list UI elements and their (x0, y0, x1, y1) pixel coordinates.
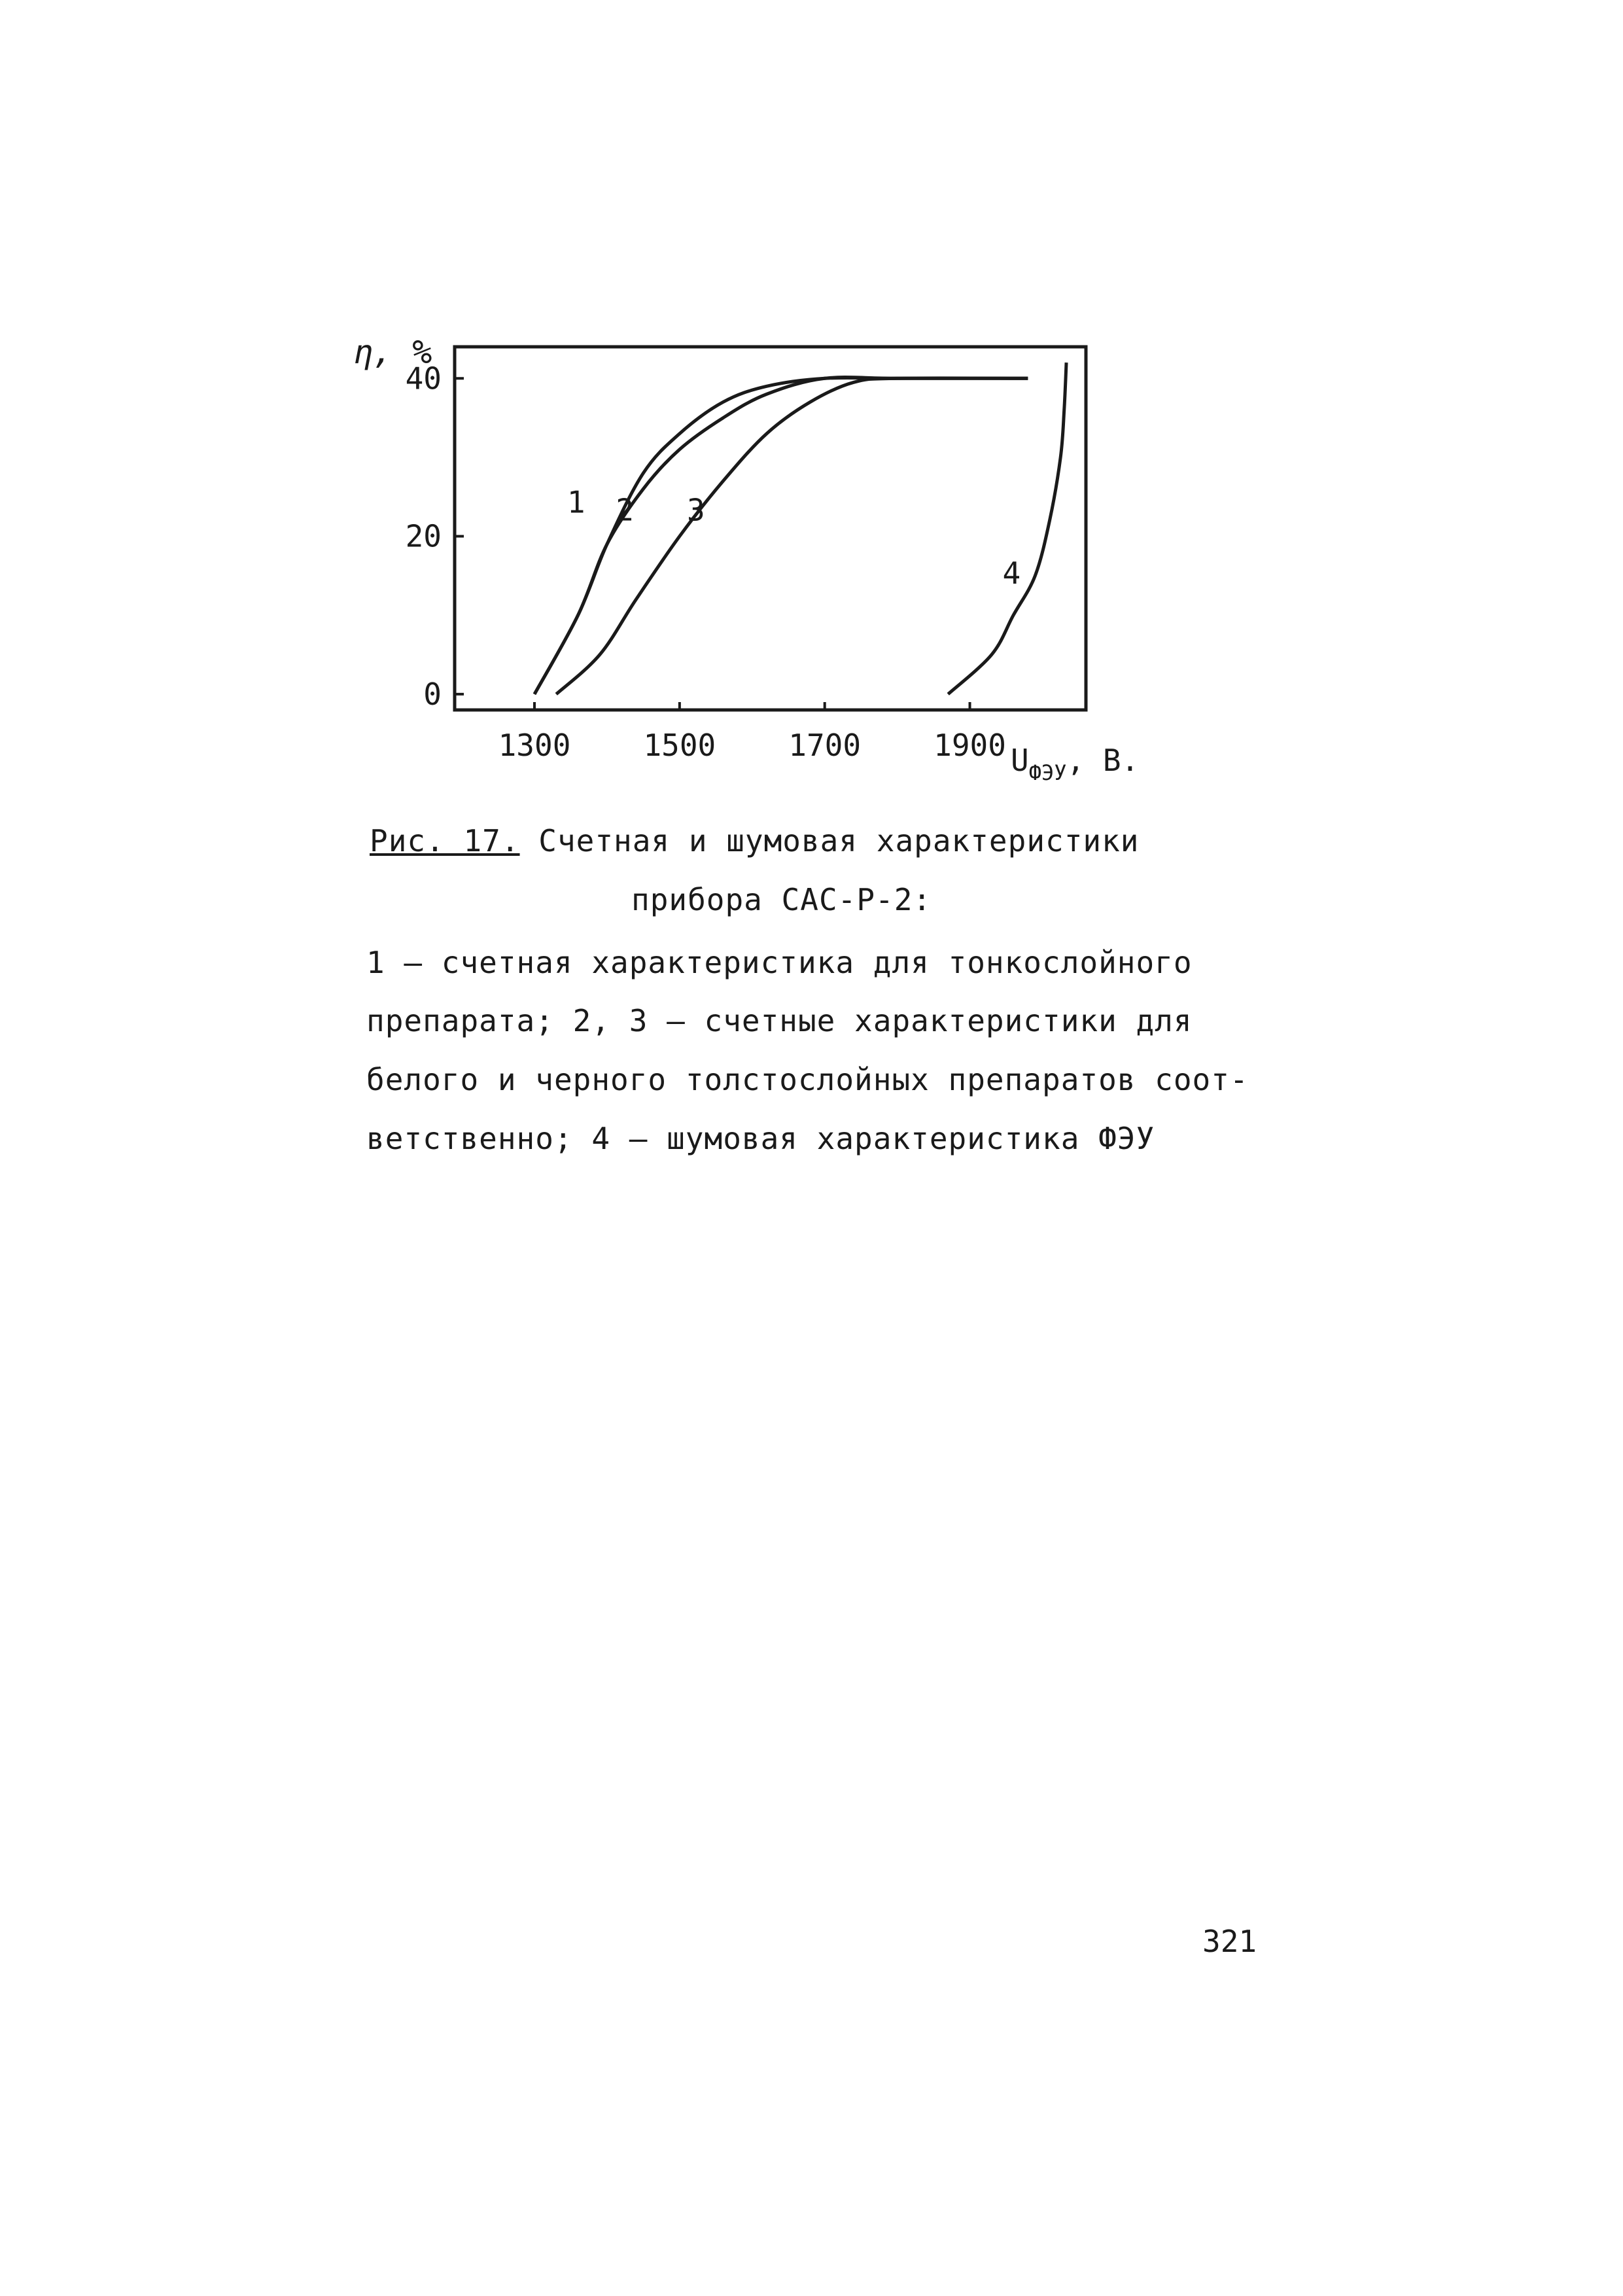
y-tick-label-40: 40 (405, 361, 442, 397)
chart (0, 0, 1623, 851)
x-tick-label-1900: 1900 (934, 728, 1006, 763)
y-axis-label: η, % (353, 333, 432, 371)
series-label-1: 1 (567, 484, 585, 520)
x-axis-label-unit: , В. (1066, 743, 1140, 778)
x-tick-label-1300: 1300 (498, 728, 571, 763)
figure-title-line-1: Счетная и шумовая характеристики (538, 823, 1140, 858)
series-line-4 (948, 362, 1066, 694)
series-line-3 (556, 378, 1028, 694)
x-tick-label-1700: 1700 (788, 728, 862, 763)
x-axis-label-main: U (1011, 743, 1029, 778)
x-axis-label (1011, 743, 1139, 785)
legend-line-2: препарата; 2, 3 – счетные характеристики для (366, 1003, 1193, 1038)
figure-label: Рис. 17. (370, 823, 520, 858)
y-tick-label-20: 20 (405, 518, 442, 554)
legend-line-4: ветственно; 4 – шумовая характеристика ФЭУ (366, 1121, 1155, 1156)
x-tick-label-1500: 1500 (643, 728, 716, 763)
series-line-1 (534, 378, 1028, 694)
figure-caption-title (370, 823, 1140, 858)
y-tick-label-0: 0 (423, 676, 442, 712)
series-label-3: 3 (686, 492, 705, 528)
series-label-2: 2 (616, 492, 634, 528)
page-number: 321 (1202, 1924, 1257, 1959)
series-label-4: 4 (1002, 555, 1021, 591)
figure-title-line-2: прибора САС-Р-2: (631, 882, 932, 917)
series-lines (534, 362, 1066, 694)
legend-line-3: белого и черного толстослойных препаратов соот- (366, 1062, 1249, 1097)
series-line-2 (534, 377, 1028, 694)
legend-line-1: 1 – счетная характеристика для тонкослойного (366, 945, 1193, 980)
x-axis-label-sub: ФЭУ (1028, 760, 1067, 785)
